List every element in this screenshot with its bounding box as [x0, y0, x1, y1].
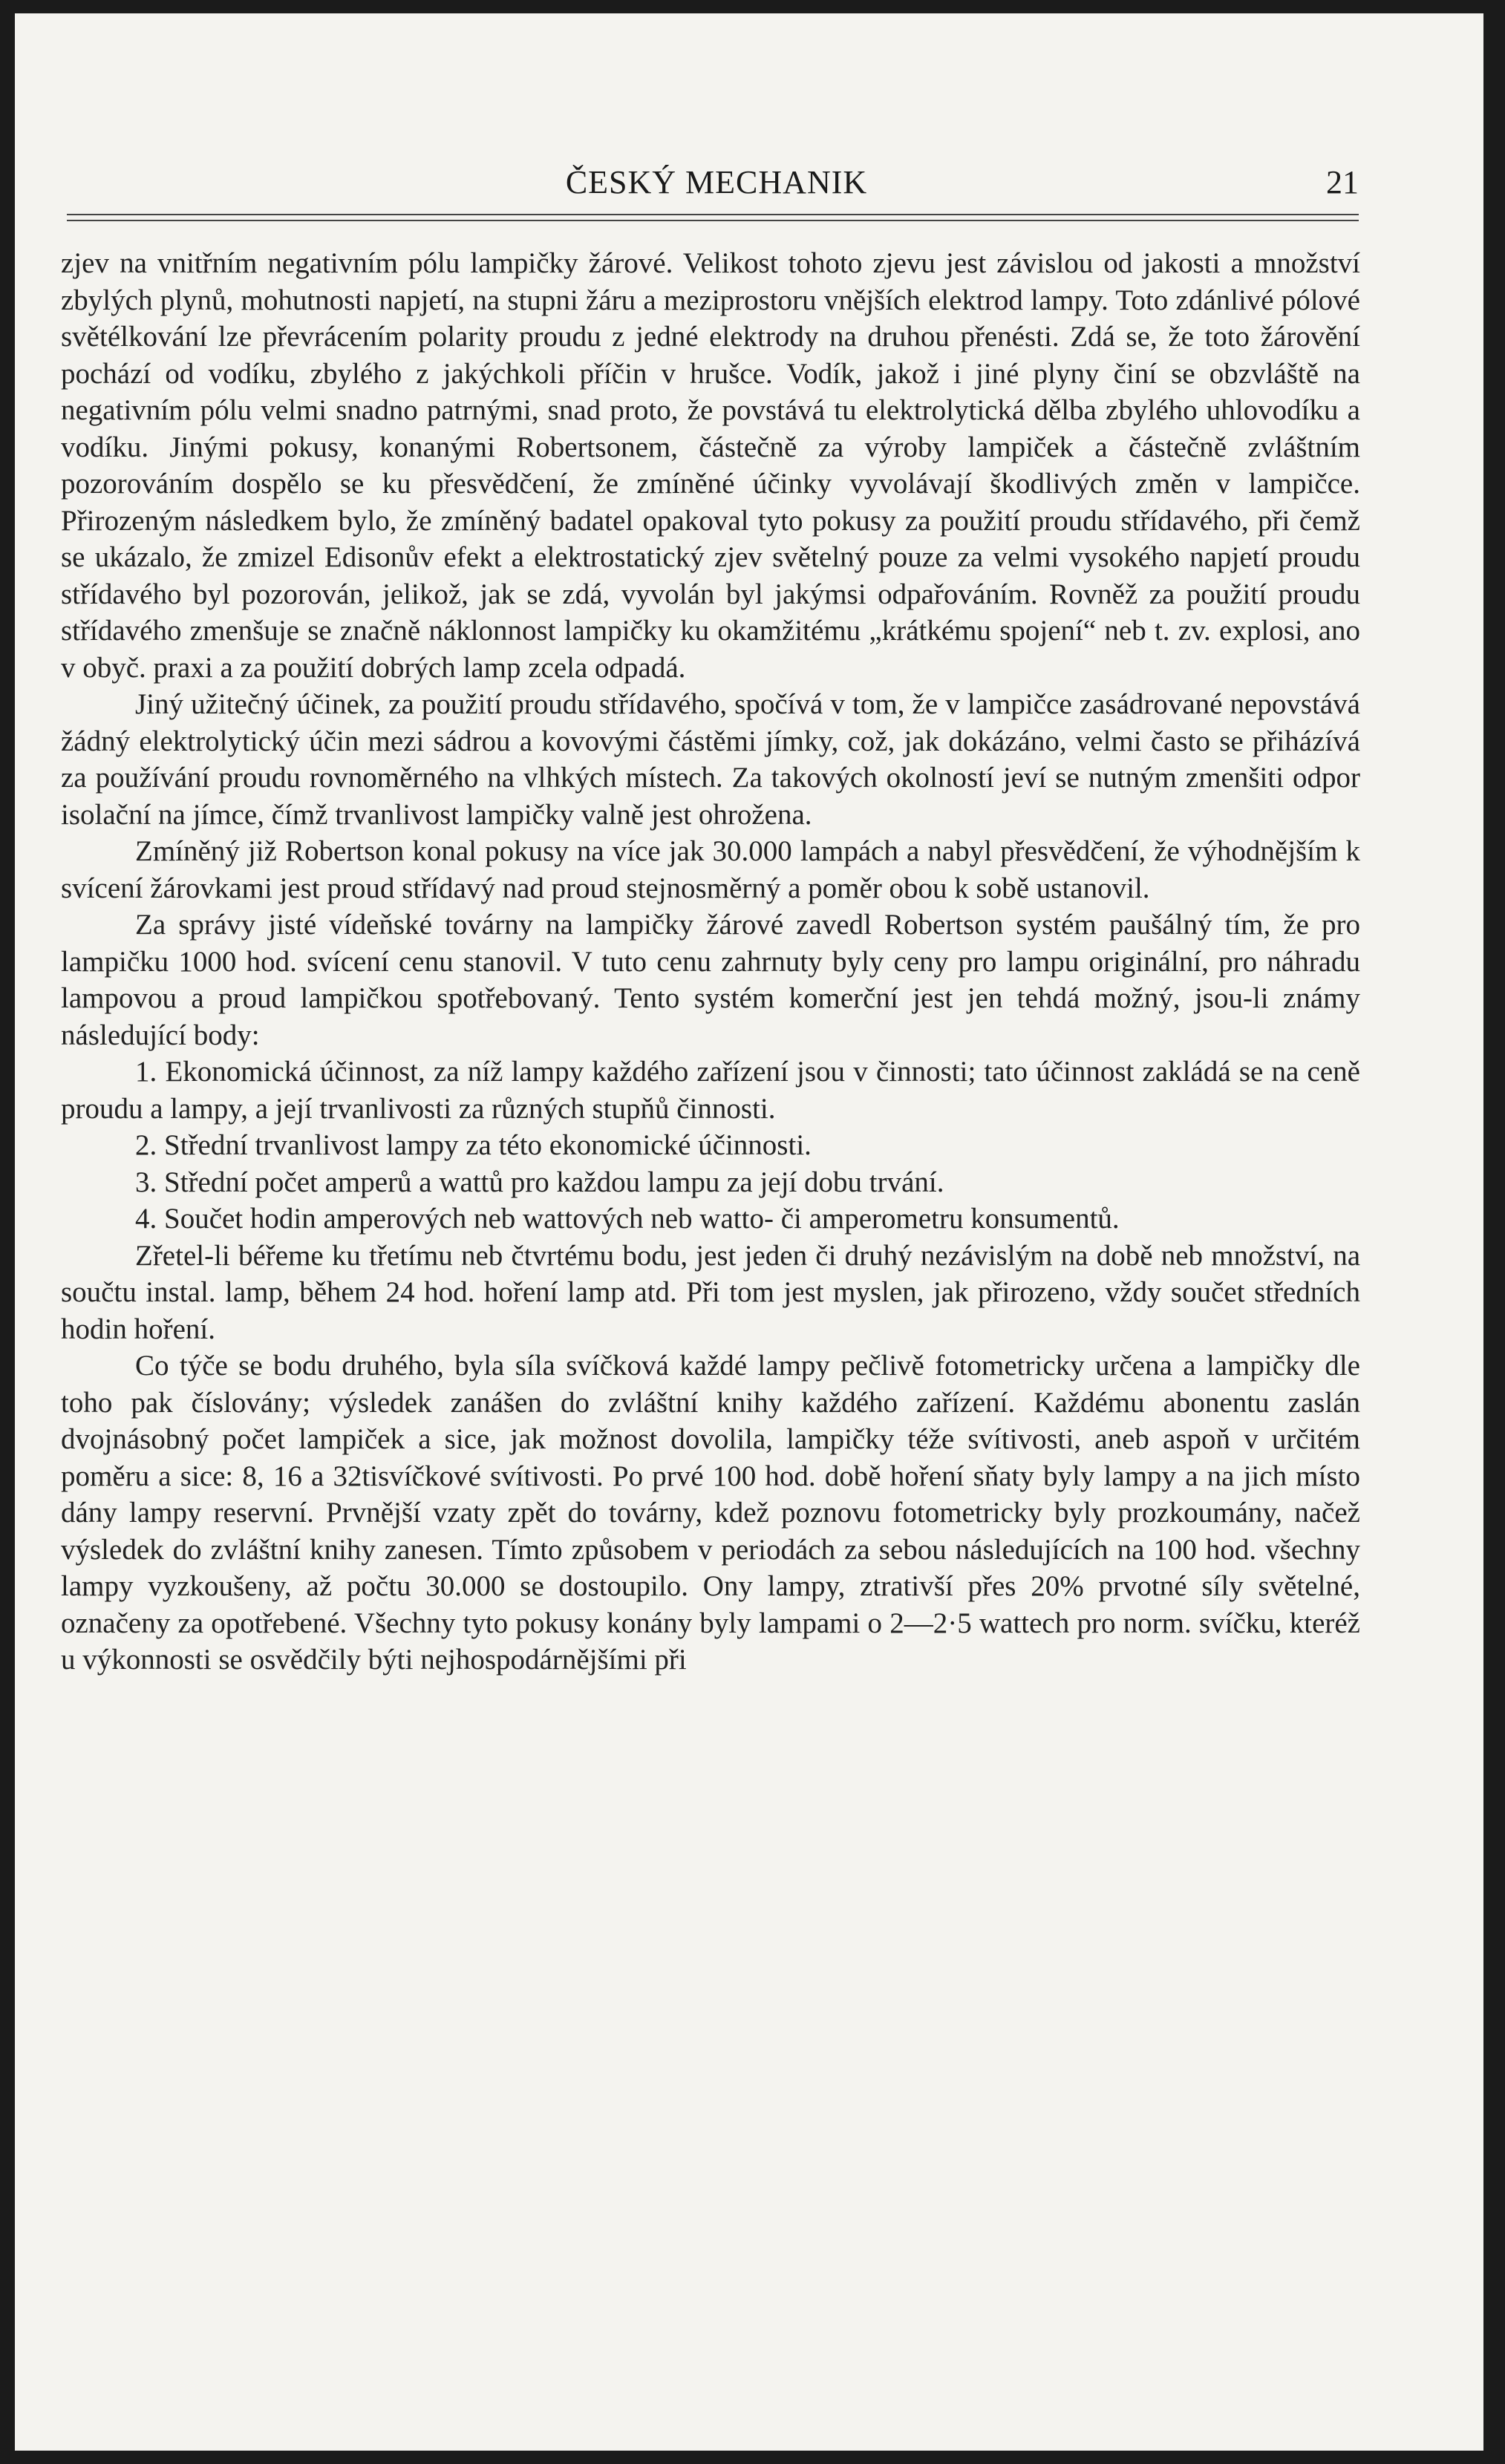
scanned-page	[15, 13, 1483, 2451]
list-item-2: 2. Střední trvanlivost lampy za této ekonomické účinnosti.	[135, 1129, 812, 1161]
journal-title: ČESKÝ MECHANIK	[565, 164, 868, 200]
list-item-4: 4. Součet hodin amperových neb wattových neb watto- či amperometru konsumentů.	[135, 1203, 1120, 1235]
paragraph-2: Jiný užitečný účinek, za použití proudu střídavého, spočívá v tom, že v lampičce zasádrované nepovstává žádný elektrolytický účin mezi sádrou a kovovými částěmi jímky, což, jak dokázáno, velmi často se přiházívá za používání proudu rovnoměrného na vlhkých místech. Za takových okolností jeví se nutným zmenšiti odpor isolační na jímce, čímž trvanlivost lampičky valně jest ohrožena.	[61, 688, 1360, 831]
running-header	[74, 159, 1359, 203]
list-item-3: 3. Střední počet amperů a wattů pro každou lampu za její dobu trvání.	[135, 1166, 944, 1198]
paragraph-4: Za správy jisté vídeňské továrny na lampičky žárové zavedl Robertson systém paušálný tím, že pro lampičku 1000 hod. svícení cenu stanovil. V tuto cenu zahrnuty byly ceny pro lampu originální, pro náhradu lampovou a proud lampičkou spotřebovaný. Tento systém komerční jest jen tehdá možný, jsou-li známy následující body:	[61, 909, 1360, 1051]
list-item-1: 1. Ekonomická účinnost, za níž lampy každého zařízení jsou v činnosti; tato účinnost zakládá se na ceně proudu a lampy, a její trvanlivosti za různých stupňů činnosti.	[61, 1056, 1360, 1125]
paragraph-1: zjev na vnitřním negativním pólu lampičky žárové. Velikost tohoto zjevu jest závislou od jakosti a množství zbylých plynů, mohutnosti napjetí, na stupni žáru a meziprostoru vnějších elektrod lampy. Toto zdánlivé pólové světélkování lze převrácením polarity proudu z jedné elektrody na druhou přenésti. Zdá se, že toto žárovění pochází od vodíku, zbylého z jakýchkoli příčin v hrušce. Vodík, jakož i jiné plyny činí se obzvláště na negativním pólu velmi snadno patrnými, snad proto, že povstává tu elektrolytická dělba zbylého uhlovodíku a vodíku. Jinými pokusy, konanými Robertsonem, částečně za výroby lampiček a částečně zvláštním pozorováním dospělo se ku přesvědčení, že zmíněné účinky vyvolávají škodlivých změn v lampičce. Přirozeným následkem bylo, že zmíněný badatel opakoval tyto pokusy za použití proudu střídavého, při čemž se ukázalo, že zmizel Edisonův efekt a elektrostatický zjev světelný pouze za velmi vysokého napjetí proudu střídavého byl pozorován, jelikož, jak se zdá, vyvolán byl jakýmsi odpařováním. Rovněž za použití proudu střídavého zmenšuje se značně náklonnost lampičky ku okamžitému „krátkému spojení“ neb t. zv. explosi, ano v obyč. praxi a za použití dobrých lamp zcela odpadá.	[61, 247, 1360, 684]
paragraph-3: Zmíněný již Robertson konal pokusy na více jak 30.000 lampách a nabyl přesvědčení, že výhodnějším k svícení žárovkami jest proud střídavý nad proud stejnosměrný a poměr obou k sobě ustanovil.	[61, 835, 1360, 904]
paragraph-6: Co týče se bodu druhého, byla síla svíčková každé lampy pečlivě fotometricky určena a lampičky dle toho pak číslovány; výsledek zanášen do zvláštní knihy každého zařízení. Každému abonentu zaslán dvojnásobný počet lampiček a sice, jak možnost dovolila, lampičky téže svítivosti, aneb aspoň v určitém poměru a sice: 8, 16 a 32tisvíčkové svítivosti. Po prvé 100 hod. době hoření sňaty byly lampy a na jich místo dány lampy reservní. Prvnější vzaty zpět do továrny, kdež poznovu fotometricky byly prozkoumány, načež výsledek do zvláštní knihy zanesen. Tímto způsobem v periodách za sebou následujících na 100 hod. všechny lampy vyzkoušeny, až počtu 30.000 se dostoupilo. Ony lampy, ztrativší přes 20% prvotné síly světelné, označeny za opotřebené. Všechny tyto pokusy konány byly lampami o 2—2·5 wattech pro norm. svíčku, kteréž u výkonnosti se osvědčily býti nejhospodárnějšími při	[61, 1350, 1360, 1676]
paragraph-5: Zřetel-li béřeme ku třetímu neb čtvrtému bodu, jest jeden či druhý nezávislým na době neb množství, na součtu instal. lamp, během 24 hod. hoření lamp atd. Při tom jest myslen, jak přirozeno, vždy součet středních hodin hoření.	[61, 1239, 1360, 1345]
header-rule	[67, 214, 1359, 221]
page-number: 21	[1326, 164, 1359, 200]
article-body	[61, 245, 1360, 1679]
